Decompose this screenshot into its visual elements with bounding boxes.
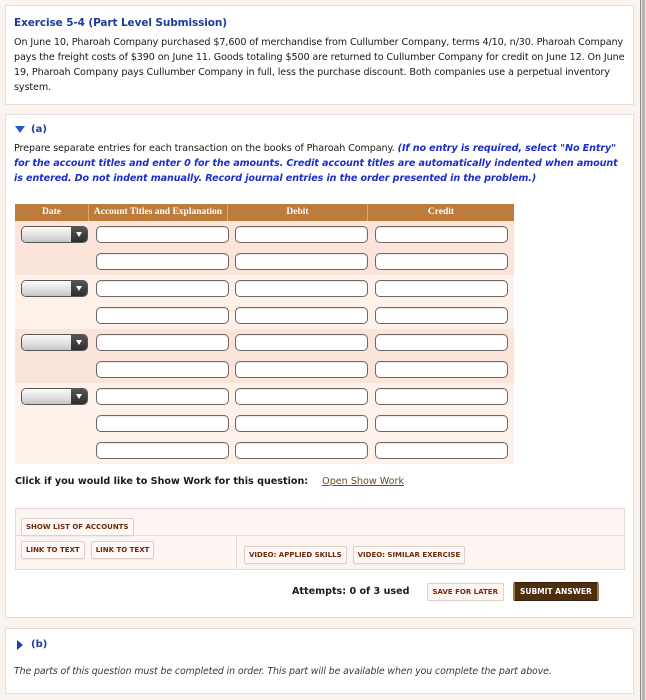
resources-box [15,508,625,570]
video-similar-exercise-button[interactable]: VIDEO: SIMILAR EXERCISE [353,546,466,564]
debit-input[interactable] [235,226,368,243]
part-a-instructions [14,141,625,186]
open-show-work-link[interactable]: Open Show Work [322,476,405,487]
table-row [15,221,514,248]
account-title-input[interactable] [96,415,229,432]
instruction-text: Prepare separate entries for each transaction on the books of Pharoah Company. [14,143,395,154]
table-row [15,437,514,464]
debit-input[interactable] [235,361,368,378]
debit-input[interactable] [235,307,368,324]
journal-entry-group [15,221,514,275]
chevron-down-icon [76,394,82,399]
account-title-input[interactable] [96,388,229,405]
scrollbar[interactable] [640,0,646,700]
table-row [15,383,514,410]
chevron-down-icon [76,232,82,237]
account-title-input[interactable] [96,280,229,297]
date-select[interactable] [21,280,88,297]
account-title-input[interactable] [96,307,229,324]
table-row [15,329,514,356]
part-b-note: The parts of this question must be completed in order. This part will be available when you complete the part above. [14,666,552,677]
expand-triangle-icon[interactable] [17,640,23,650]
save-for-later-button[interactable]: SAVE FOR LATER [427,583,504,601]
credit-input[interactable] [375,253,508,270]
journal-header-row [15,204,514,221]
chevron-down-icon [76,286,82,291]
exercise-title: Exercise 5-4 (Part Level Submission) [14,17,227,29]
journal-entry-group [15,329,514,383]
credit-input[interactable] [375,388,508,405]
collapse-triangle-icon[interactable] [15,126,25,133]
credit-input[interactable] [375,334,508,351]
table-row [15,248,514,275]
table-row [15,356,514,383]
journal-entry-table [15,204,514,464]
part-a-panel [5,114,634,618]
account-title-input[interactable] [96,253,229,270]
link-to-text-button[interactable]: LINK TO TEXT [91,541,155,559]
attempts-counter: Attempts: 0 of 3 used [292,586,410,597]
debit-input[interactable] [235,388,368,405]
exercise-panel [5,5,634,105]
account-title-input[interactable] [96,361,229,378]
header-account: Account Titles and Explanation [89,204,228,221]
date-select[interactable] [21,226,88,243]
part-b-header[interactable] [14,639,625,650]
credit-input[interactable] [375,226,508,243]
header-debit: Debit [228,204,368,221]
instruction-hint: (If no entry is required, select "No Entry" for the account titles and enter 0 for the amounts. Credit account titles are automatically indented when amount is entered. Do not indent manually. Record journal entries in the order presented in the problem.) [14,143,618,184]
show-list-of-accounts-button[interactable]: SHOW LIST OF ACCOUNTS [21,518,134,536]
debit-input[interactable] [235,280,368,297]
video-applied-skills-button[interactable]: VIDEO: APPLIED SKILLS [244,546,347,564]
table-row [15,302,514,329]
part-a-label: (a) [31,124,47,135]
credit-input[interactable] [375,280,508,297]
debit-input[interactable] [235,334,368,351]
header-credit: Credit [427,207,455,217]
date-select[interactable] [21,334,88,351]
debit-input[interactable] [235,253,368,270]
part-a-header[interactable] [14,124,625,135]
date-select[interactable] [21,388,88,405]
show-work-prompt: Click if you would like to Show Work for this question: [15,476,309,487]
journal-entry-group [15,275,514,329]
submit-answer-button[interactable]: SUBMIT ANSWER [513,582,599,601]
credit-input[interactable] [375,361,508,378]
chevron-down-icon [76,340,82,345]
scrollbar-thumb[interactable] [642,0,645,700]
credit-input[interactable] [375,442,508,459]
account-title-input[interactable] [96,334,229,351]
account-title-input[interactable] [96,442,229,459]
header-date: Date [15,204,89,221]
journal-entry-group [15,383,514,464]
account-title-input[interactable] [96,226,229,243]
link-to-text-button[interactable]: LINK TO TEXT [21,541,85,559]
table-row [15,275,514,302]
debit-input[interactable] [235,415,368,432]
credit-input[interactable] [375,415,508,432]
table-row [15,410,514,437]
part-b-label: (b) [31,639,48,650]
problem-text: On June 10, Pharoah Company purchased $7,600 of merchandise from Cullumber Company, terms 4/10, n/30. Pharoah Company pays the freight costs of $390 on June 11. Goods totaling $500 are returned to Cullumber Company for credit on June 12. On June 19, Pharoah Company pays Cullumber Company in full, less the purchase discount. Both companies use a perpetual inventory system. [14,37,625,93]
submission-bar [292,582,599,601]
show-work-row [15,476,404,487]
credit-input[interactable] [375,307,508,324]
part-b-panel [5,628,634,694]
debit-input[interactable] [235,442,368,459]
